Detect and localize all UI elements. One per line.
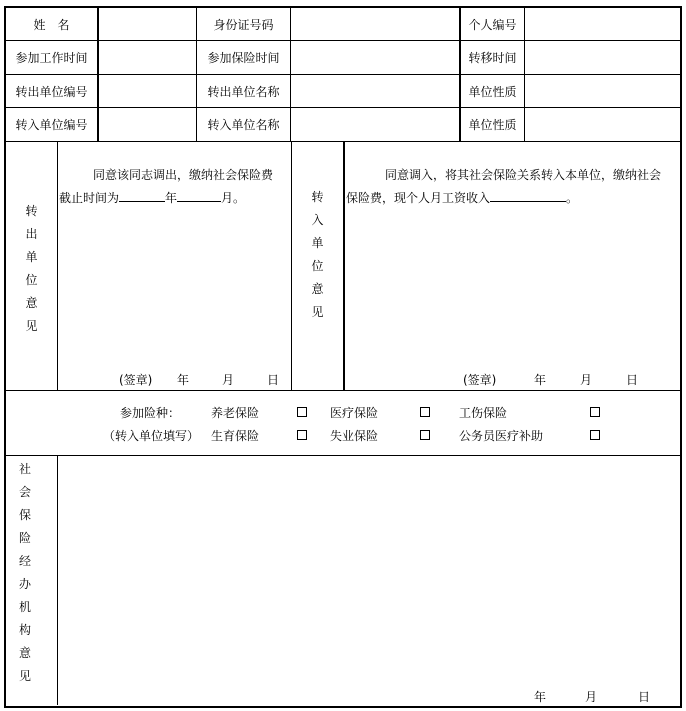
label-char: 见: [311, 305, 324, 319]
label-char: 经: [18, 554, 31, 568]
row-divider: [5, 390, 680, 391]
agency-opinion-label: [6, 458, 44, 688]
label-char: 构: [18, 623, 31, 637]
in-unit-type-label: 单位性质: [468, 118, 517, 132]
label-char: 见: [18, 669, 31, 683]
salary-suffix: 。: [566, 191, 579, 205]
label-char: 意: [18, 646, 31, 660]
label-char: 转: [25, 204, 38, 218]
month-text: 月。: [221, 191, 246, 205]
in-unit-type-field[interactable]: [525, 108, 679, 141]
cutoff-year-blank[interactable]: [119, 190, 165, 202]
unemployment-insurance-checkbox[interactable]: [420, 429, 430, 443]
in-unit-number-field[interactable]: [99, 108, 196, 141]
label-char: 位: [25, 273, 38, 287]
transfer-out-text-line2: [59, 187, 245, 209]
id-number-label: 身份证号码: [213, 17, 274, 32]
salary-prefix: 保险费，现个人月工资收入: [346, 191, 491, 205]
transfer-out-day: 日: [267, 373, 280, 387]
out-unit-name-label: 转出单位名称: [207, 84, 280, 99]
label-char: 会: [18, 485, 31, 499]
maternity-insurance-checkbox[interactable]: [297, 429, 307, 443]
transfer-out-seal: (签章): [119, 373, 153, 387]
label-char: 机: [18, 600, 31, 614]
agency-year: 年: [534, 690, 547, 704]
label-char: 意: [311, 282, 324, 296]
civil-servant-medical-checkbox[interactable]: [590, 429, 600, 443]
personal-number-field[interactable]: [525, 8, 679, 40]
cutoff-month-blank[interactable]: [177, 190, 221, 202]
label-char: 转: [311, 190, 324, 204]
agency-day: 日: [638, 690, 651, 704]
pension-insurance-label: 养老保险: [211, 406, 260, 420]
civil-servant-medical-label: 公务员医疗补助: [459, 429, 544, 443]
insurance-types-subtitle: （转入单位填写）: [103, 429, 200, 443]
out-unit-name-field[interactable]: [291, 75, 459, 107]
in-unit-number-label: 转入单位编号: [15, 118, 88, 132]
out-unit-number-field[interactable]: [99, 75, 196, 107]
out-unit-number-label: 转出单位编号: [15, 84, 88, 99]
work-start-field[interactable]: [99, 41, 196, 74]
maternity-insurance-label: 生育保险: [211, 429, 260, 443]
col-divider: [57, 141, 58, 390]
transfer-in-text-line1: 同意调入，将其社会保险关系转入本单位，缴纳社会: [385, 168, 662, 182]
name-label: 姓 名: [33, 17, 70, 32]
label-char: 位: [311, 259, 324, 273]
col-divider: [343, 141, 345, 390]
injury-insurance-checkbox[interactable]: [590, 406, 600, 420]
agency-opinion-field[interactable]: [58, 456, 679, 686]
transfer-time-label: 转移时间: [468, 51, 517, 65]
label-char: 入: [311, 213, 324, 227]
year-text: 年: [165, 191, 178, 205]
medical-insurance-checkbox[interactable]: [420, 406, 430, 420]
transfer-time-field[interactable]: [525, 41, 679, 74]
transfer-in-opinion-label: [292, 186, 343, 324]
injury-insurance-label: 工伤保险: [459, 406, 508, 420]
label-char: 单: [25, 250, 38, 264]
in-unit-name-label: 转入单位名称: [207, 118, 280, 132]
transfer-out-text-line1: 同意该同志调出，缴纳社会保险费: [93, 168, 274, 182]
out-unit-type-label: 单位性质: [468, 84, 517, 99]
label-char: 出: [25, 227, 38, 241]
pension-insurance-checkbox[interactable]: [297, 406, 307, 420]
label-char: 办: [18, 577, 31, 591]
transfer-in-text-line2: [346, 187, 578, 209]
transfer-in-seal: (签章): [463, 373, 497, 387]
label-char: 单: [311, 236, 324, 250]
label-char: 保: [18, 508, 31, 522]
insurance-types-title: 参加险种：: [120, 406, 181, 420]
insurance-start-field[interactable]: [291, 41, 459, 74]
transfer-in-day: 日: [626, 373, 639, 387]
label-char: 见: [25, 319, 38, 333]
transfer-out-year: 年: [177, 373, 190, 387]
transfer-in-month: 月: [580, 373, 593, 387]
insurance-start-label: 参加保险时间: [207, 51, 280, 65]
personal-number-label: 个人编号: [468, 17, 517, 32]
transfer-out-month: 月: [222, 373, 235, 387]
unemployment-insurance-label: 失业保险: [330, 429, 379, 443]
id-number-field[interactable]: [291, 8, 459, 40]
work-start-label: 参加工作时间: [15, 51, 88, 65]
medical-insurance-label: 医疗保险: [330, 406, 379, 420]
label-char: 意: [25, 296, 38, 310]
out-unit-type-field[interactable]: [525, 75, 679, 107]
cutoff-prefix: 截止时间为: [59, 191, 120, 205]
in-unit-name-field[interactable]: [291, 108, 459, 141]
agency-month: 月: [585, 690, 598, 704]
salary-blank[interactable]: [490, 190, 566, 202]
label-char: 社: [18, 462, 31, 476]
label-char: 险: [18, 531, 31, 545]
name-field[interactable]: [99, 8, 196, 40]
transfer-in-year: 年: [534, 373, 547, 387]
transfer-out-opinion-label: [6, 200, 57, 338]
